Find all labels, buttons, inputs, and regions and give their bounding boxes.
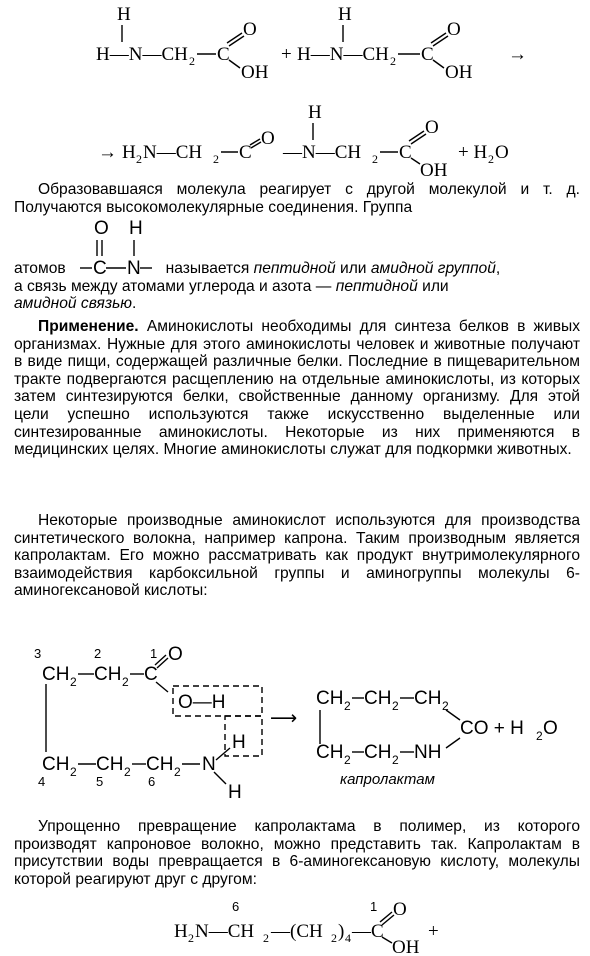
- paragraph-application: [14, 318, 580, 459]
- water-oxygen: O: [495, 142, 509, 163]
- hydroxyl-label: OH: [241, 62, 269, 83]
- carbon-label: C: [399, 142, 412, 163]
- subscript: 2: [70, 765, 77, 779]
- atom-number: 1: [150, 646, 158, 661]
- subscript: 2: [442, 699, 449, 713]
- plus-sign: +: [428, 921, 439, 942]
- subscript: 2: [189, 54, 195, 68]
- hydrogen-label: H: [232, 732, 246, 753]
- subscript: 2: [263, 931, 269, 945]
- ch2-group: CH: [316, 688, 344, 709]
- hydrogen-label: H: [117, 4, 131, 25]
- carboxyl-carbon: —C: [352, 921, 384, 942]
- hydroxyl-label: OH: [445, 62, 473, 83]
- carbon-label: C: [421, 44, 434, 65]
- plus-sign: +: [281, 44, 292, 65]
- subscript: 2: [344, 753, 351, 767]
- oxygen-label: O: [425, 117, 439, 138]
- atom-number: 6: [232, 899, 240, 914]
- application-body: Аминокислоты необходимы для синтеза белков в живых организмах. Нужные для этого аминокислоты человек и животные получают в виде пищи, содержащей различные белки. Последние в пищеварительном тракте подвергаются расщеплению на отдельные аминокислоты, из которых затем синтезируются белки, свойственные данному организму. Для этой цели успешно используются также искусственно выделенные или синтезированные аминокислоты. Некоторые из них применяются в медицинских целях. Многие аминокислоты служат для подкормки животных.: [14, 318, 580, 459]
- carbon-label: C: [239, 142, 252, 163]
- reaction-equation-3: [0, 895, 590, 956]
- nitrogen-label: N: [202, 754, 216, 775]
- group-text-c: ,: [495, 260, 501, 277]
- peptide-group-text: [14, 260, 580, 313]
- nitrogen-label: N: [127, 258, 141, 276]
- oxygen-label: O: [447, 19, 461, 40]
- atom-number: 5: [96, 774, 104, 789]
- term-peptide-bond: пептидной: [335, 277, 418, 295]
- subscript: 2: [392, 699, 399, 713]
- dipeptide-fragment: N—CH: [143, 142, 203, 163]
- glycine-left-fragment: H—N—CH: [96, 44, 188, 65]
- subscript: 2: [536, 729, 543, 743]
- nh-group: NH: [414, 742, 442, 763]
- atom-number: 1: [370, 899, 378, 914]
- term-amide-bond: амидной связью: [14, 295, 133, 313]
- atom-number: 6: [148, 774, 156, 789]
- ch2-group: CH: [414, 688, 442, 709]
- subscript: 2: [213, 152, 219, 166]
- group-text-a: называется: [165, 260, 254, 277]
- subscript: 2: [124, 765, 131, 779]
- amine-hydrogen: H: [174, 921, 188, 942]
- paragraph-polymer: Упрощенно превращение капролактама в полимер, из которого производят капроновое волокно, можно представить так. Капролактам в присутствии воды превращается в 6-аминогексановую кислоту, молекулы которой реагируют друг с другом:: [14, 818, 580, 888]
- subscript: 2: [344, 699, 351, 713]
- subscript: 2: [488, 152, 494, 166]
- hydrogen-label: H: [308, 102, 322, 123]
- subscript: 2: [331, 931, 337, 945]
- term-peptide: пептидной: [253, 260, 336, 277]
- oxygen-label: O: [168, 644, 183, 665]
- methylene-chain: —(CH: [271, 921, 323, 942]
- caprolactam-caption: капролактам: [340, 771, 435, 788]
- ch2-group: CH: [146, 754, 174, 775]
- bracket-close: ): [338, 921, 345, 942]
- oxygen-label: O: [94, 218, 109, 239]
- peptide-nitrogen-fragment: —N—CH: [283, 142, 362, 163]
- reaction-equation-2: [0, 96, 590, 180]
- subscript: 2: [188, 931, 194, 945]
- bond-text-d: или: [417, 277, 449, 295]
- bond-text-e: .: [132, 295, 137, 313]
- paragraph-derivatives: Некоторые производные аминокислот используются для производства синтетического волокна, например капрона. Таким производным является капролактам. Его можно рассматривать как продукт внутримолекулярного взаимодействия карбоксильной группы и аминогруппы молекулы 6-аминогексановой кислоты:: [14, 512, 580, 600]
- subscript: 2: [390, 54, 396, 68]
- ch2-group: CH: [42, 664, 70, 685]
- paragraph: Образовавшаяся молекула реагирует с другой молекулой и т. д. Получаются высокомолекулярные соединения. Группа: [14, 181, 580, 216]
- ch2-group: CH: [96, 754, 124, 775]
- oxygen-label: O: [261, 128, 275, 149]
- atom-number: 4: [38, 774, 46, 789]
- subscript: 2: [122, 675, 129, 689]
- subscript: 2: [70, 675, 77, 689]
- subscript: 2: [372, 152, 378, 166]
- ch2-group: CH: [42, 754, 70, 775]
- hydrogen-label: H: [338, 4, 352, 25]
- hydroxyl-label: OH: [392, 937, 420, 956]
- ch2-group: CH: [364, 688, 392, 709]
- oxygen-label: O: [393, 899, 407, 920]
- oxygen-label: O: [243, 19, 257, 40]
- atom-number: 3: [34, 646, 42, 661]
- reaction-equation-1: [0, 0, 590, 110]
- carbon-label: C: [144, 664, 158, 685]
- subscript: 2: [136, 152, 142, 166]
- hydrogen-label: H: [129, 218, 143, 239]
- caprolactam-diagram: [0, 640, 590, 800]
- water-oxygen: O: [543, 718, 558, 739]
- carbonyl-and-water: CO + H: [460, 718, 524, 739]
- ch2-group: CH: [94, 664, 122, 685]
- reaction-arrow: ⟶: [270, 708, 298, 729]
- hydroxyl-group: O—H: [178, 692, 226, 713]
- group-text-b: или: [335, 260, 371, 277]
- water-plus: + H: [458, 142, 488, 163]
- section-heading: Применение.: [38, 318, 139, 335]
- term-amide-group: амидной группой: [370, 260, 496, 277]
- amine-hydrogen: H: [122, 142, 136, 163]
- reaction-arrow: →: [98, 142, 117, 163]
- group-prefix: атомов: [14, 260, 66, 277]
- reaction-arrow: →: [508, 44, 527, 65]
- ch2-group: CH: [364, 742, 392, 763]
- carbon-label: C: [217, 44, 230, 65]
- atom-number: 2: [94, 646, 102, 661]
- hydroxyl-label: OH: [420, 160, 448, 180]
- glycine-right-fragment: H—N—CH: [297, 44, 389, 65]
- carbon-label: C: [93, 258, 107, 276]
- subscript: 2: [174, 765, 181, 779]
- subscript: 2: [392, 753, 399, 767]
- amine-chain-start: N—CH: [195, 921, 255, 942]
- subscript: 4: [345, 931, 351, 945]
- hydrogen-label: H: [228, 782, 242, 800]
- ch2-group: CH: [316, 742, 344, 763]
- bond-text-a: а связь между атомами углерода и азота —: [14, 277, 336, 295]
